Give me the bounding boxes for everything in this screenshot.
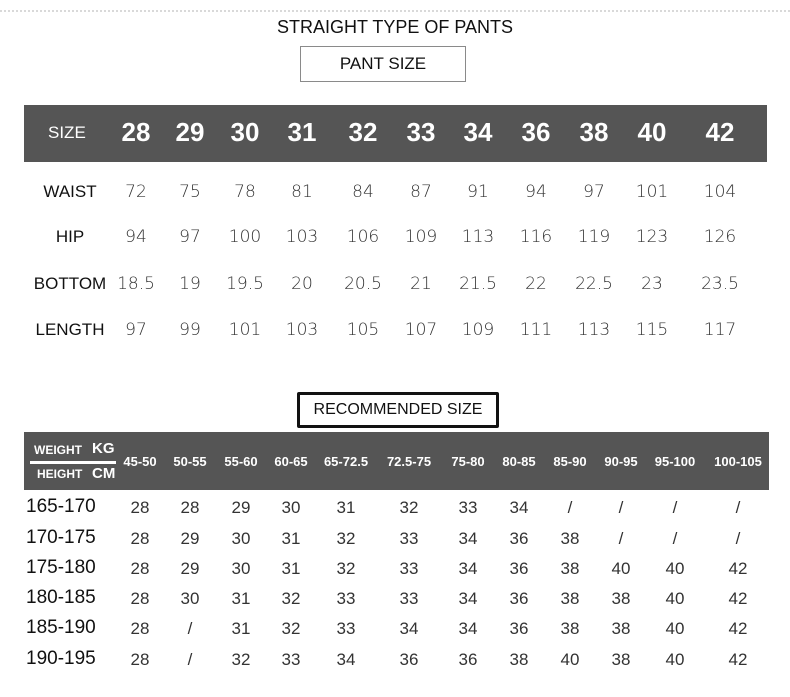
weight-range-cell: 85-90: [553, 454, 587, 469]
height-range-label: 170-175: [26, 527, 96, 548]
recommended-size-cell: 38: [611, 650, 631, 669]
pant-size-label: PANT SIZE: [300, 46, 466, 82]
measurement-cell: 103: [285, 320, 319, 340]
height-label: HEIGHT: [37, 467, 83, 481]
recommended-size-cell: 40: [665, 650, 685, 669]
recommended-size-cell: 33: [336, 619, 356, 638]
recommended-size-cell: 28: [130, 498, 150, 517]
size-header-cell: 34: [463, 117, 493, 147]
weight-unit: KG: [92, 440, 115, 457]
height-range-label: 175-180: [26, 557, 96, 578]
height-range-label: 190-195: [26, 648, 96, 669]
recommended-size-cell: 33: [399, 559, 419, 578]
recommended-size-cell: 34: [336, 650, 356, 669]
measurement-cell: 126: [703, 227, 737, 247]
recommended-size-cell: 38: [509, 650, 529, 669]
recommended-size-cell: 40: [665, 589, 685, 608]
weight-range-cell: 95-100: [654, 454, 696, 469]
size-header-cell: 42: [705, 117, 735, 147]
recommended-size-cell: 34: [509, 498, 529, 517]
recommended-size-cell: 33: [281, 650, 301, 669]
recommended-size-cell: 42: [728, 559, 748, 578]
recommended-size-cell: 36: [399, 650, 419, 669]
recommended-size-cell: 42: [728, 589, 748, 608]
size-header-cell: 29: [175, 117, 205, 147]
measurement-cell: 106: [346, 227, 380, 247]
measurement-cell: 18.5: [117, 274, 155, 294]
measurement-cell: 116: [519, 227, 553, 247]
measurement-row-label: WAIST: [43, 182, 97, 201]
measurement-cell: 22: [525, 274, 547, 294]
recommended-size-cell: 34: [458, 529, 478, 548]
recommended-size-cell: 36: [509, 559, 529, 578]
recommended-size-cell: /: [567, 498, 573, 517]
recommended-size-cell: 40: [665, 559, 685, 578]
size-header-cell: 38: [579, 117, 609, 147]
recommended-size-cell: 38: [611, 619, 631, 638]
recommended-size-cell: 33: [399, 589, 419, 608]
recommended-size-cell: 28: [130, 529, 150, 548]
recommended-size-cell: 31: [281, 559, 301, 578]
recommended-size-cell: /: [618, 498, 624, 517]
recommended-size-label: RECOMMENDED SIZE: [297, 392, 499, 428]
recommended-size-cell: 32: [399, 498, 419, 517]
measurement-cell: 111: [519, 320, 553, 340]
measurement-cell: 107: [404, 320, 438, 340]
recommended-size-cell: 32: [281, 589, 301, 608]
recommended-size-cell: /: [618, 529, 624, 548]
measurement-cell: 75: [179, 182, 201, 202]
measurement-cell: 104: [703, 182, 737, 202]
recommended-size-cell: 28: [130, 589, 150, 608]
measurement-cell: 87: [410, 182, 432, 202]
page-title: STRAIGHT TYPE OF PANTS: [276, 17, 514, 37]
measurement-cell: 20.5: [344, 274, 382, 294]
recommended-size-cell: 28: [130, 619, 150, 638]
measurement-cell: 109: [404, 227, 438, 247]
size-header-cell: 31: [287, 117, 317, 147]
measurement-cell: 100: [228, 227, 262, 247]
recommended-size-cell: 34: [458, 589, 478, 608]
size-header-cell: 33: [406, 117, 436, 147]
measurement-cell: 97: [179, 227, 201, 247]
recommended-size-cell: 38: [560, 589, 580, 608]
measurement-row-label: BOTTOM: [33, 274, 107, 293]
measurement-cell: 22.5: [575, 274, 613, 294]
measurement-cell: 94: [525, 182, 547, 202]
measurement-cell: 101: [228, 320, 262, 340]
measurement-cell: 99: [179, 320, 201, 340]
weight-label: WEIGHT: [34, 443, 82, 457]
weight-range-cell: 100-105: [714, 454, 762, 469]
weight-range-cell: 60-65: [274, 454, 308, 469]
measurement-cell: 117: [703, 320, 737, 340]
recommended-size-cell: 42: [728, 650, 748, 669]
weight-range-cell: 80-85: [502, 454, 536, 469]
top-divider: [0, 10, 790, 12]
recommended-size-cell: 29: [231, 498, 251, 517]
measurement-cell: 84: [352, 182, 374, 202]
measurement-cell: 91: [467, 182, 489, 202]
recommended-size-cell: 30: [231, 529, 251, 548]
height-range-label: 165-170: [26, 496, 96, 517]
measurement-cell: 119: [577, 227, 611, 247]
measurement-cell: 21: [410, 274, 432, 294]
recommended-size-cell: /: [672, 498, 678, 517]
header-divider-line: [30, 461, 116, 464]
recommended-size-cell: 34: [458, 619, 478, 638]
recommended-size-cell: /: [672, 529, 678, 548]
recommended-size-cell: 33: [336, 589, 356, 608]
recommended-size-cell: 40: [611, 559, 631, 578]
recommended-size-cell: 28: [180, 498, 200, 517]
size-header-cell: 28: [121, 117, 151, 147]
measurement-cell: 113: [461, 227, 495, 247]
measurement-cell: 72: [125, 182, 147, 202]
weight-range-cell: 65-72.5: [323, 454, 369, 469]
recommended-size-cell: 36: [509, 589, 529, 608]
measurement-cell: 81: [291, 182, 313, 202]
recommended-size-cell: 38: [560, 529, 580, 548]
measurement-cell: 123: [635, 227, 669, 247]
measurement-cell: 115: [635, 320, 669, 340]
recommended-size-cell: 28: [130, 559, 150, 578]
weight-range-cell: 72.5-75: [386, 454, 432, 469]
measurement-cell: 113: [577, 320, 611, 340]
measurement-cell: 19: [179, 274, 201, 294]
recommended-size-cell: 38: [611, 589, 631, 608]
recommended-size-cell: 36: [458, 650, 478, 669]
size-header-cell: 40: [637, 117, 667, 147]
weight-range-cell: 55-60: [224, 454, 258, 469]
recommended-size-cell: /: [735, 498, 741, 517]
weight-range-cell: 90-95: [604, 454, 638, 469]
recommended-size-cell: 38: [560, 619, 580, 638]
recommended-size-cell: 31: [231, 619, 251, 638]
weight-range-cell: 75-80: [451, 454, 485, 469]
recommended-size-cell: 40: [560, 650, 580, 669]
measurement-cell: 94: [125, 227, 147, 247]
recommended-size-cell: 30: [231, 559, 251, 578]
measurement-cell: 78: [234, 182, 256, 202]
recommended-size-cell: 34: [399, 619, 419, 638]
recommended-size-cell: 30: [180, 589, 200, 608]
recommended-size-cell: 34: [458, 559, 478, 578]
measurement-cell: 109: [461, 320, 495, 340]
recommended-size-cell: 32: [231, 650, 251, 669]
height-range-label: 180-185: [26, 587, 96, 608]
weight-range-cell: 50-55: [173, 454, 207, 469]
measurement-cell: 105: [346, 320, 380, 340]
height-range-label: 185-190: [26, 617, 96, 638]
recommended-size-cell: 31: [281, 529, 301, 548]
measurement-cell: 23.5: [701, 274, 739, 294]
recommended-size-cell: /: [735, 529, 741, 548]
size-header-cell: 30: [230, 117, 260, 147]
recommended-size-cell: 32: [336, 529, 356, 548]
recommended-size-cell: 38: [560, 559, 580, 578]
recommended-size-cell: 28: [130, 650, 150, 669]
recommended-size-cell: 31: [231, 589, 251, 608]
weight-range-cell: 45-50: [123, 454, 157, 469]
recommended-size-cell: 36: [509, 619, 529, 638]
recommended-size-cell: 33: [399, 529, 419, 548]
recommended-size-cell: 40: [665, 619, 685, 638]
size-header-cell: 32: [348, 117, 378, 147]
measurement-cell: 21.5: [459, 274, 497, 294]
recommended-size-cell: 30: [281, 498, 301, 517]
recommended-size-cell: 33: [458, 498, 478, 517]
measurement-cell: 20: [291, 274, 313, 294]
measurement-cell: 19.5: [226, 274, 264, 294]
size-header-label: SIZE: [48, 123, 86, 142]
measurement-cell: 23: [641, 274, 663, 294]
recommended-size-cell: 29: [180, 559, 200, 578]
measurement-row-label: LENGTH: [35, 320, 105, 339]
measurement-cell: 97: [583, 182, 605, 202]
recommended-size-cell: 36: [509, 529, 529, 548]
recommended-size-cell: /: [187, 619, 193, 638]
recommended-size-cell: 31: [336, 498, 356, 517]
measurement-row-label: HIP: [55, 227, 85, 246]
recommended-size-cell: 32: [281, 619, 301, 638]
height-unit: CM: [92, 465, 116, 482]
recommended-size-cell: 42: [728, 619, 748, 638]
measurement-cell: 103: [285, 227, 319, 247]
recommended-size-cell: /: [187, 650, 193, 669]
recommended-size-cell: 32: [336, 559, 356, 578]
recommended-size-cell: 29: [180, 529, 200, 548]
measurement-cell: 101: [635, 182, 669, 202]
measurement-cell: 97: [125, 320, 147, 340]
size-header-cell: 36: [521, 117, 551, 147]
